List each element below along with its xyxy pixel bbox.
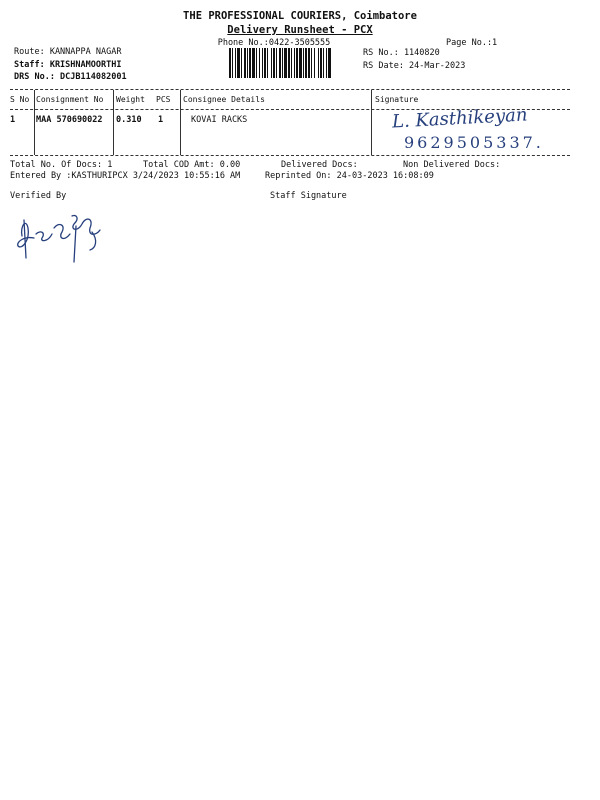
column-header-pcs: PCS: [156, 95, 171, 104]
handwritten-phone: 9629505337.: [404, 133, 544, 152]
page-number: Page No.:1: [446, 38, 498, 48]
table-top-rule: [10, 89, 570, 90]
rs-number: RS No.: 1140820: [363, 48, 440, 58]
barcode: [229, 48, 354, 78]
staff-name: Staff: KRISHNAMOORTHI: [14, 60, 122, 70]
staff-signature-label: Staff Signature: [270, 191, 347, 201]
cell-sno: 1: [10, 115, 16, 125]
sheet-title: Delivery Runsheet - PCX: [227, 24, 373, 36]
column-header-signature: Signature: [375, 95, 419, 104]
verifier-signature: [12, 206, 107, 268]
column-header-weight: Weight: [116, 95, 145, 104]
delivered-docs: Delivered Docs:: [281, 160, 358, 170]
column-header-consignee: Consignee Details: [183, 95, 265, 104]
route: Route: KANNAPPA NAGAR: [14, 47, 122, 57]
column-divider: [34, 90, 35, 155]
drs-number: DRS No.: DCJB114082001: [14, 72, 127, 82]
column-header-consignment: Consignment No: [36, 95, 104, 104]
entered-by: Entered By :KASTHURIPCX 3/24/2023 10:55:16 AM: [10, 171, 241, 181]
column-divider: [180, 90, 181, 155]
total-docs: Total No. Of Docs: 1: [10, 160, 113, 170]
cell-consignee: KOVAI RACKS: [191, 115, 248, 125]
column-divider: [371, 90, 372, 155]
rs-date: RS Date: 24-Mar-2023: [363, 61, 466, 71]
phone-number: Phone No.:0422-3505555: [217, 38, 331, 48]
reprinted-on: Reprinted On: 24-03-2023 16:08:09: [265, 171, 434, 181]
column-divider: [113, 90, 114, 155]
total-cod: Total COD Amt: 0.00: [143, 160, 241, 170]
column-header-sno: S No: [10, 95, 30, 104]
cell-pcs: 1: [158, 115, 164, 125]
verified-by-label: Verified By: [10, 191, 67, 201]
handwritten-signature: L. Kasthikeyan: [391, 104, 528, 133]
company-title: THE PROFESSIONAL COURIERS, Coimbatore: [183, 10, 417, 22]
table-bottom-rule: [10, 155, 570, 156]
cell-consignment-no: MAA 570690022: [36, 115, 103, 125]
non-delivered-docs: Non Delivered Docs:: [403, 160, 501, 170]
cell-weight: 0.310: [116, 115, 142, 125]
